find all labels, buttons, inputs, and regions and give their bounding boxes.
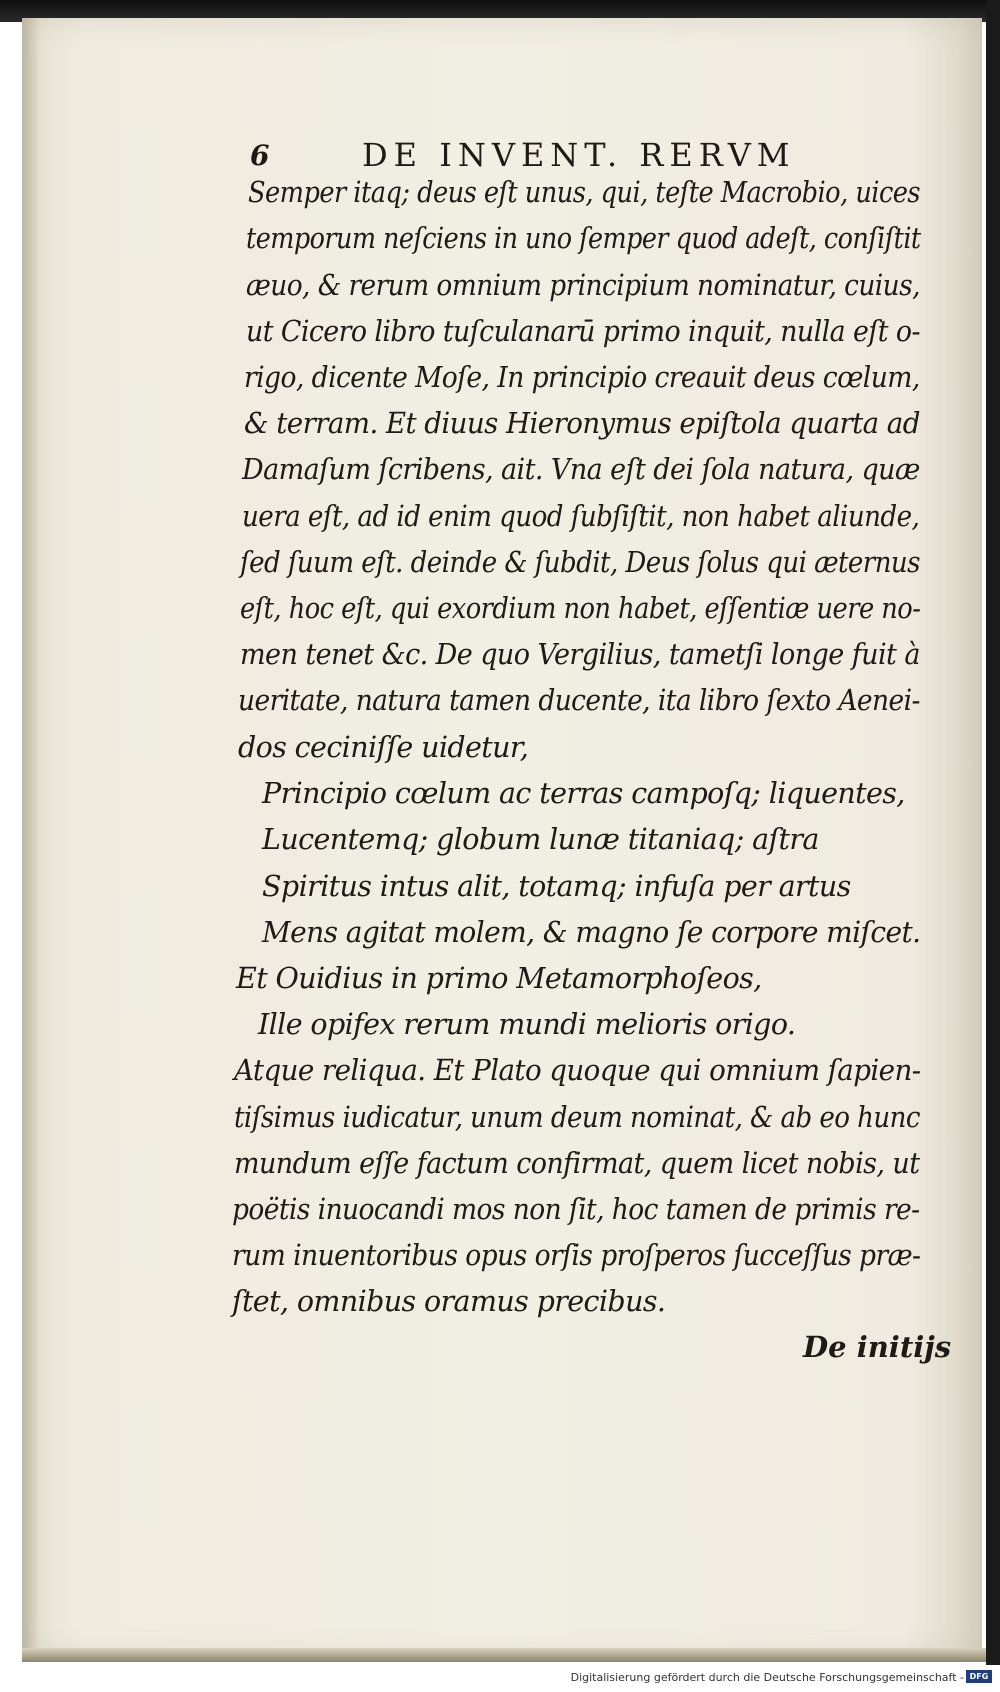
- text-line: poëtis inuocandi mos non ſit, hoc tamen de primis re-: [232, 1193, 920, 1226]
- text-line: ueritate, natura tamen ducente, ita libro ſexto Aenei-: [238, 684, 920, 717]
- verse-line: Lucentemq; globum lunæ titaniaq; aſtra: [262, 823, 819, 856]
- text-line: Semper itaq; deus eſt unus, qui, teſte Macrobio, uices: [248, 176, 921, 209]
- text-line: mundum eſſe factum confirmat, quem licet nobis, ut: [234, 1147, 920, 1180]
- text-line: Et Ouidius in primo Metamorphoſeos,: [236, 962, 762, 995]
- text-line: & terram. Et diuus Hieronymus epiſtola quarta ad: [244, 407, 920, 440]
- running-head: DE INVENT. RERVM: [362, 136, 796, 174]
- page-bottom-edge: [22, 1648, 986, 1662]
- text-line: uera eſt, ad id enim quod ſubſiſtit, non habet aliunde,: [242, 500, 920, 533]
- text-line: dos ceciniſſe uidetur,: [238, 731, 529, 764]
- text-line: rigo, dicente Moſe, In principio creauit deus cœlum,: [244, 361, 920, 394]
- text-line: Atque reliqua. Et Plato quoque qui omnium ſapien-: [234, 1054, 921, 1087]
- funding-credit: Digitalisierung gefördert durch die Deutsche Forschungsgemeinschaft -: [570, 1671, 964, 1684]
- text-line: rum inuentoribus opus orſis proſperos ſucceſſus præ-: [232, 1239, 921, 1272]
- catchword: De initijs: [803, 1330, 952, 1364]
- page-number: 6: [250, 139, 270, 172]
- text-line: ſtet, omnibus oramus precibus.: [232, 1285, 666, 1318]
- verse-line: Spiritus intus alit, totamq; infuſa per artus: [262, 870, 851, 903]
- verse-line: Mens agitat molem, & magno ſe corpore miſcet.: [262, 916, 921, 949]
- text-line: temporum neſciens in uno ſemper quod adeſt, conſiſtit: [246, 222, 921, 255]
- text-line: æuo, & rerum omnium principium nominatur, cuius,: [246, 269, 920, 302]
- dfg-logo-icon: DFG: [966, 1670, 992, 1683]
- text-line: Damaſum ſcribens, ait. Vna eſt dei ſola natura, quæ: [242, 453, 920, 486]
- verse-line: Principio cœlum ac terras campoſq; liquentes,: [262, 777, 905, 810]
- scanner-right-border: [986, 0, 1000, 1665]
- verse-line: Ille opifex rerum mundi melioris origo.: [258, 1008, 796, 1041]
- text-line: ut Cicero libro tuſculanarū primo inquit, nulla eſt o-: [246, 315, 920, 348]
- text-line: tiſsimus iudicatur, unum deum nominat, & ab eo hunc: [234, 1101, 920, 1134]
- text-line: eſt, hoc eſt, qui exordium non habet, eſſentiæ uere no-: [240, 592, 921, 625]
- page-gutter-shadow: [22, 18, 40, 1658]
- text-line: men tenet &c. De quo Vergilius, tametſi longe fuit à: [240, 638, 920, 671]
- text-line: ſed ſuum eſt. deinde & ſubdit, Deus ſolus qui æternus: [240, 546, 920, 579]
